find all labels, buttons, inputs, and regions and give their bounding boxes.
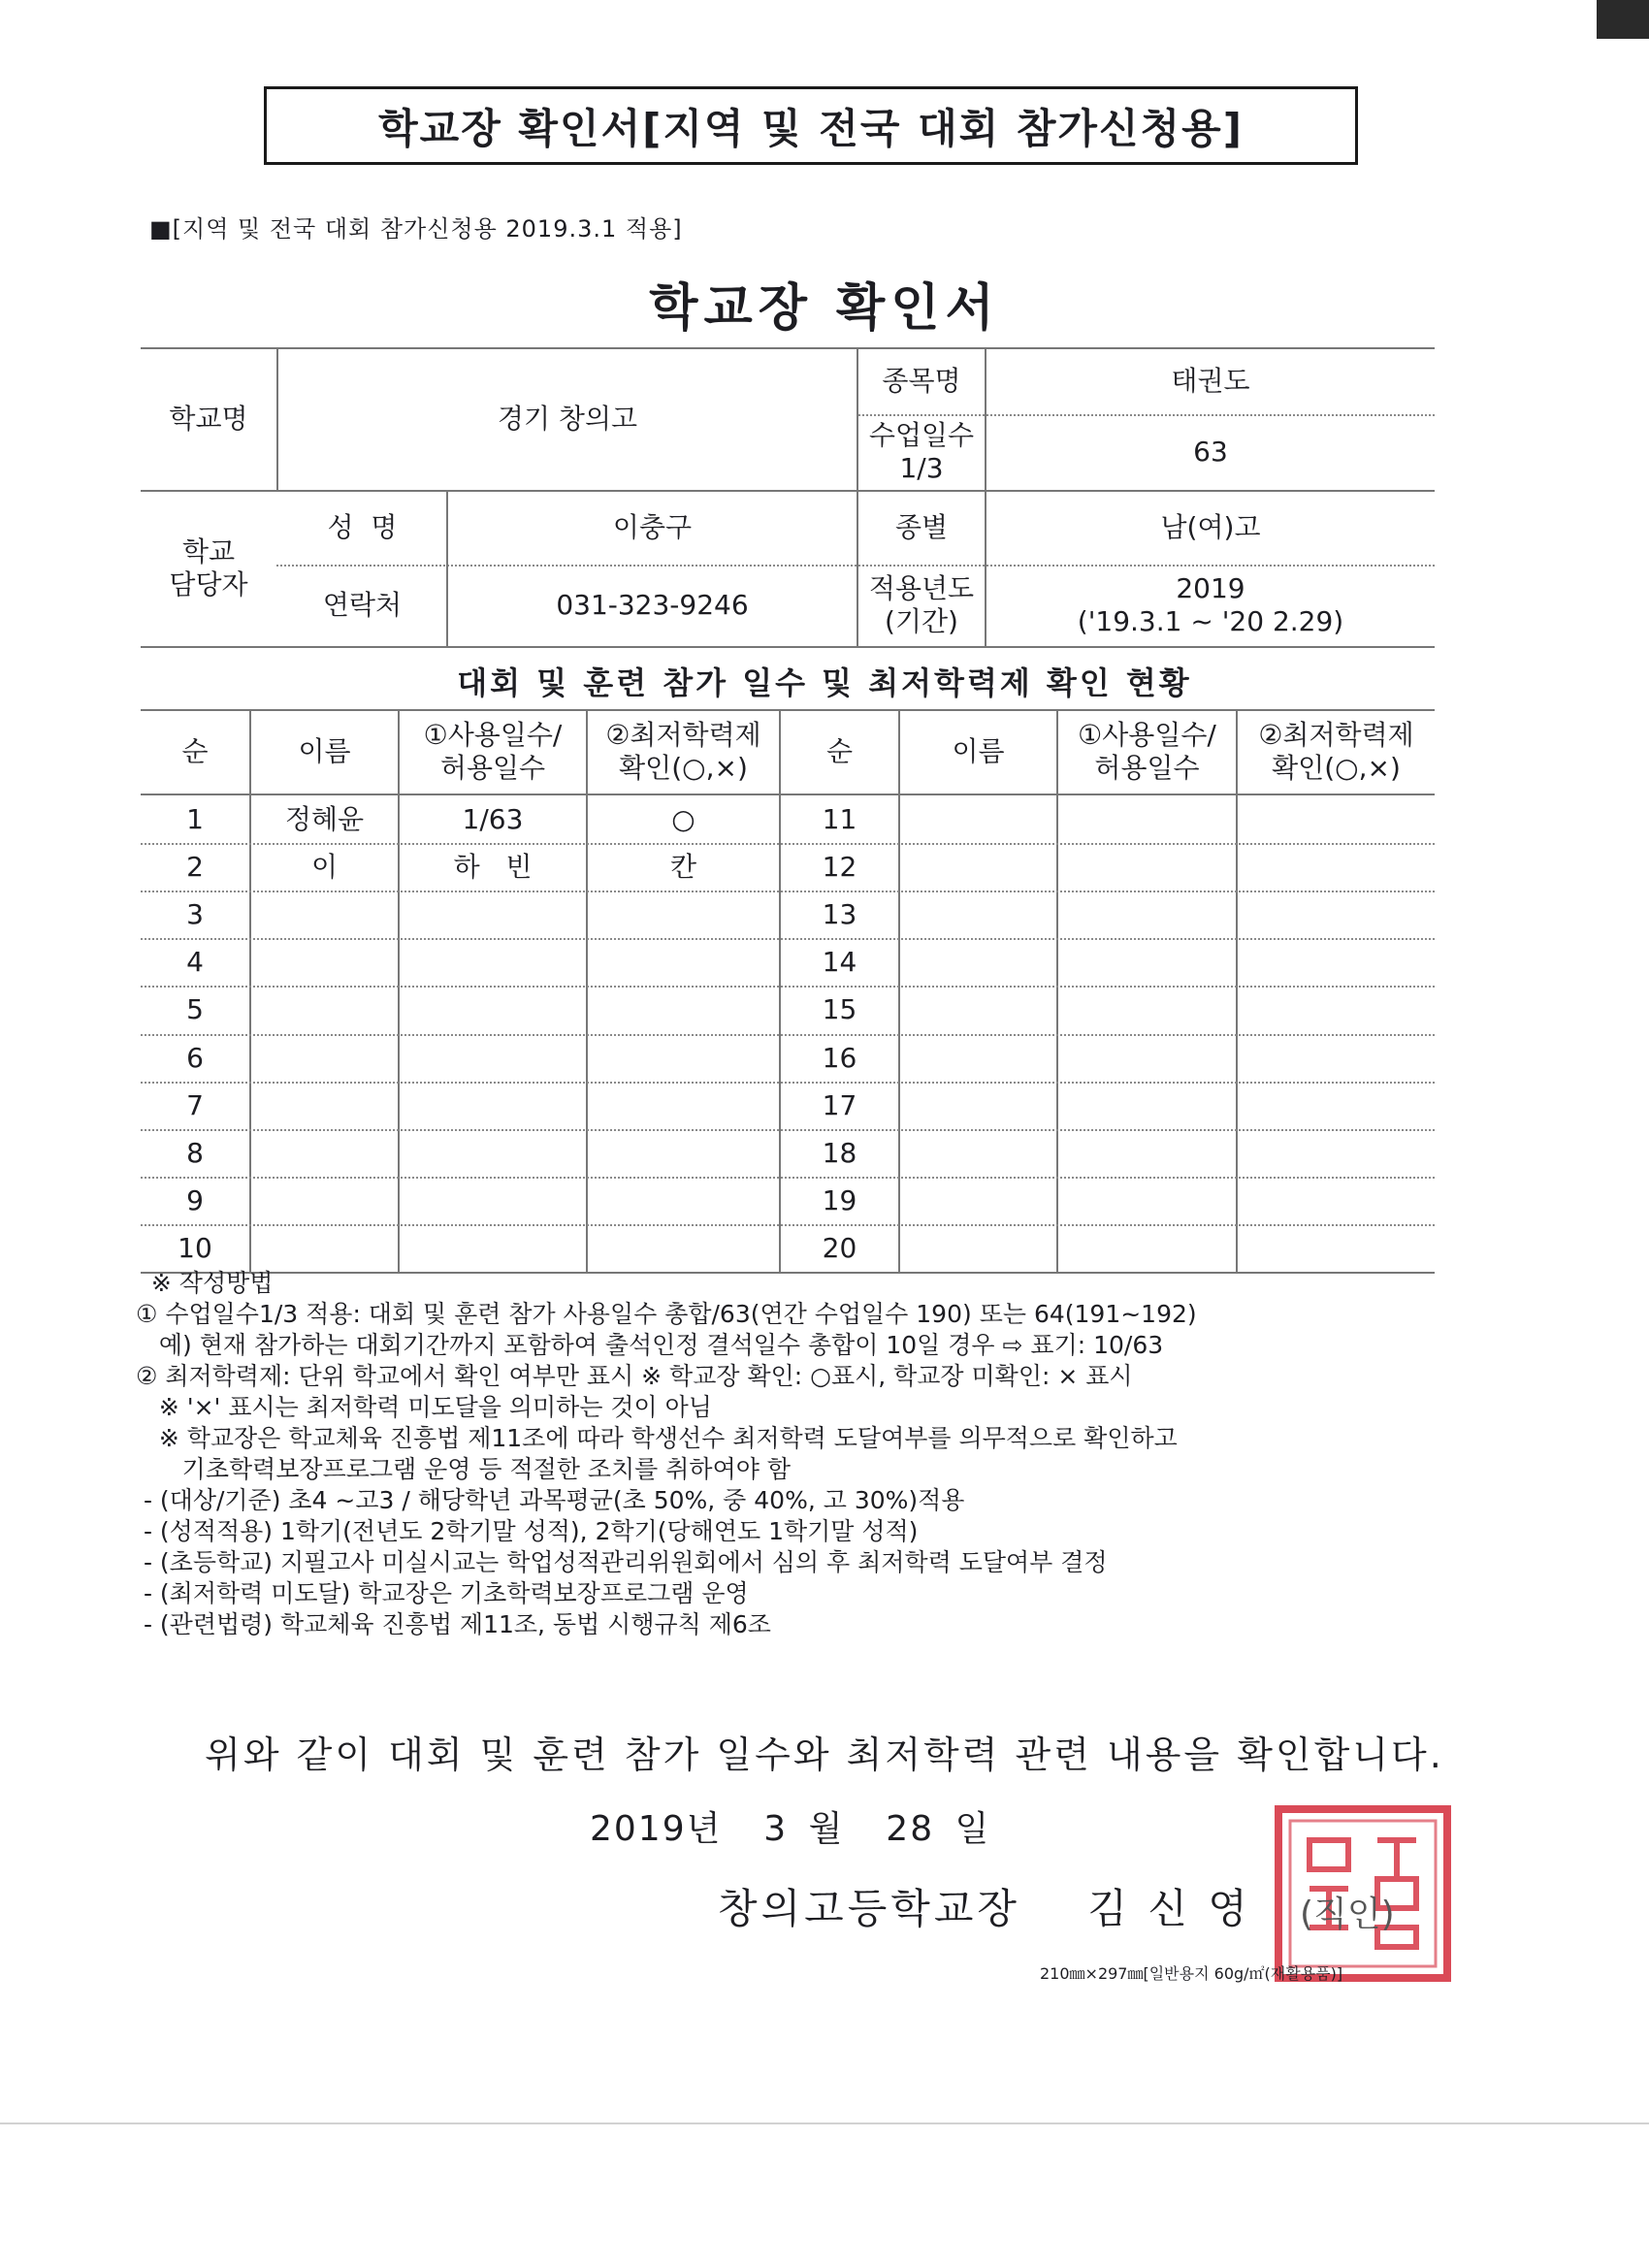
writing-guide	[136, 1268, 1197, 1640]
contact-person-label	[141, 490, 276, 646]
scan-bottom-edge	[0, 2122, 1649, 2124]
page-title: 학교장 확인서	[649, 279, 1000, 338]
table-cell-name	[251, 1177, 398, 1224]
col-header-days-right	[1058, 709, 1236, 794]
col-header-no-right: 순	[825, 734, 854, 767]
note-line: ② 최저학력제: 단위 학교에서 확인 여부만 표시 ※ 학교장 확인: ○표시, 학교장 미확인: × 표시	[136, 1362, 1133, 1390]
paper-spec-footer: 210㎜×297㎜[일반용지 60g/㎡(재활용품)]	[1040, 1964, 1343, 1983]
table-cell-days	[400, 1224, 586, 1272]
header-box-title: 학교장 확인서[지역 및 전국 대회 참가신청용]	[264, 86, 1358, 165]
name-label: 성 명	[327, 510, 398, 543]
table-cell-no: 16	[822, 1041, 857, 1074]
table-cell-no: 2	[186, 850, 204, 883]
subheader: ■[지역 및 전국 대회 참가신청용 2019.3.1 적용]	[149, 215, 683, 243]
table-cell-name	[900, 795, 1056, 843]
table-cell-name	[900, 1177, 1056, 1224]
table-cell-days	[1058, 891, 1236, 938]
col-header-check	[588, 709, 779, 794]
note-line: ※ 작성방법	[136, 1269, 274, 1297]
table-cell-name: 이	[310, 850, 339, 883]
type-value: 남(여)고	[1160, 510, 1261, 543]
table-cell-check	[1238, 1129, 1435, 1177]
note-line: - (초등학교) 지필고사 미실시교는 학업성적관리위원회에서 심의 후 최저학력 도달여부 결정	[136, 1548, 1108, 1576]
col-days-line2: 허용일수	[439, 751, 546, 784]
table-cell-no: 10	[178, 1231, 212, 1264]
period-value-line2: ('19.3.1 ~ '20 2.29)	[1077, 605, 1344, 637]
days-label-line2: 1/3	[899, 452, 944, 484]
col-days-line2: 허용일수	[1094, 751, 1200, 784]
table-cell-days	[1058, 1224, 1236, 1272]
table-cell-no: 15	[822, 992, 857, 1025]
table-cell-days: 하 빈	[453, 850, 533, 883]
table-cell-name	[251, 1224, 398, 1272]
name-value: 이충구	[612, 510, 693, 543]
days-value: 63	[1193, 436, 1228, 468]
table-cell-name: 정혜윤	[284, 802, 365, 835]
table-cell-check	[1238, 1224, 1435, 1272]
period-label	[858, 565, 985, 646]
table-cell-no: 7	[186, 1088, 204, 1121]
col-days-line1: ①사용일수/	[423, 718, 563, 751]
participation-section-title: 대회 및 훈련 참가 일수 및 최저학력제 확인 현황	[457, 664, 1192, 701]
table-cell-no: 5	[186, 992, 204, 1025]
table-cell-days	[400, 938, 586, 986]
note-line: ※ '×' 표시는 최저학력 미도달을 의미하는 것이 아님	[136, 1393, 712, 1421]
table-cell-no: 3	[186, 897, 204, 930]
table-cell-days	[1058, 1129, 1236, 1177]
period-label-line2: (기간)	[885, 605, 958, 637]
table-cell-name	[900, 1224, 1056, 1272]
table-cell-days	[1058, 1177, 1236, 1224]
table-cell-check: ○	[671, 802, 695, 835]
table-cell-name	[251, 986, 398, 1033]
col-days-line1: ①사용일수/	[1078, 718, 1216, 751]
col-header-days	[400, 709, 586, 794]
table-cell-check	[588, 891, 779, 938]
school-label: 학교명	[169, 402, 248, 435]
col-check-line1: ②최저학력제	[605, 718, 761, 751]
col-header-check-right	[1238, 709, 1435, 794]
phone-label: 연락처	[322, 589, 403, 621]
note-line: - (관련법령) 학교체육 진흥법 제11조, 동법 시행규칙 제6조	[136, 1610, 771, 1638]
table-cell-no: 17	[822, 1088, 857, 1121]
table-cell-check	[1238, 1082, 1435, 1129]
table-cell-name	[900, 986, 1056, 1033]
table-cell-check	[588, 938, 779, 986]
table-cell-name	[251, 891, 398, 938]
table-cell-days	[1058, 795, 1236, 843]
col-check-line2: 확인(○,×)	[1272, 751, 1401, 784]
seal-mark: (직인)	[1300, 1895, 1395, 1934]
table-cell-check	[1238, 938, 1435, 986]
table-cell-check: 칸	[669, 850, 697, 883]
note-line: ① 수업일수1/3 적용: 대회 및 훈련 참가 사용일수 총합/63(연간 수업일수 190) 또는 64(191~192)	[136, 1300, 1197, 1328]
table-cell-days	[1058, 843, 1236, 891]
principal-signature-line: 창의고등학교장 김 신 영	[718, 1885, 1251, 1932]
days-label	[858, 414, 985, 490]
col-header-name: 이름	[298, 734, 351, 767]
table-cell-days	[400, 891, 586, 938]
table-cell-name	[251, 1082, 398, 1129]
table-cell-name	[251, 938, 398, 986]
phone-value: 031-323-9246	[556, 589, 749, 621]
period-label-line1: 적용년도	[868, 572, 975, 604]
note-line: - (성적적용) 1학기(전년도 2학기말 성적), 2학기(당해연도 1학기말 성적)	[136, 1517, 919, 1545]
table-cell-check	[588, 1177, 779, 1224]
days-label-line1: 수업일수	[868, 419, 975, 451]
rule	[141, 646, 1435, 648]
scan-edge-shadow	[1597, 0, 1649, 39]
table-cell-days	[400, 1034, 586, 1082]
event-label: 종목명	[882, 364, 961, 397]
table-cell-name	[900, 891, 1056, 938]
table-cell-check	[588, 1224, 779, 1272]
note-line: - (대상/기준) 초4 ~고3 / 해당학년 과목평균(초 50%, 중 40%, 고 30%)적용	[136, 1486, 965, 1514]
confirmation-statement: 위와 같이 대회 및 훈련 참가 일수와 최저학력 관련 내용을 확인합니다.	[205, 1733, 1444, 1776]
table-cell-name	[900, 938, 1056, 986]
table-cell-check	[1238, 843, 1435, 891]
contact-label-line1: 학교	[181, 535, 236, 567]
contact-label-line2: 담당자	[169, 567, 248, 600]
table-cell-no: 4	[186, 945, 204, 978]
table-cell-no: 8	[186, 1136, 204, 1169]
type-label: 종별	[894, 510, 949, 543]
table-cell-days	[1058, 1082, 1236, 1129]
table-cell-no: 6	[186, 1041, 204, 1074]
table-cell-no: 18	[822, 1136, 857, 1169]
table-cell-check	[1238, 795, 1435, 843]
table-cell-no: 11	[822, 802, 857, 835]
school-value: 경기 창의고	[497, 402, 638, 435]
col-check-line2: 확인(○,×)	[619, 751, 748, 784]
table-cell-check	[1238, 891, 1435, 938]
table-cell-no: 19	[822, 1183, 857, 1216]
table-cell-days	[400, 986, 586, 1033]
event-value: 태권도	[1171, 364, 1250, 397]
table-cell-days	[1058, 938, 1236, 986]
note-line: ※ 학교장은 학교체육 진흥법 제11조에 따라 학생선수 최저학력 도달여부를 의무적으로 확인하고	[136, 1424, 1178, 1452]
table-cell-check	[588, 986, 779, 1033]
table-cell-no: 20	[822, 1231, 857, 1264]
table-cell-check	[1238, 1034, 1435, 1082]
note-line: 예) 현재 참가하는 대회기간까지 포함하여 출석인정 결석일수 총합이 10일 경우 ⇨ 표기: 10/63	[136, 1331, 1164, 1359]
table-cell-name	[900, 843, 1056, 891]
col-header-no: 순	[181, 734, 209, 767]
table-cell-name	[251, 1129, 398, 1177]
table-cell-days: 1/63	[462, 802, 524, 835]
table-cell-days	[1058, 1034, 1236, 1082]
table-cell-days	[400, 1129, 586, 1177]
table-cell-name	[900, 1034, 1056, 1082]
note-line: 기초학력보장프로그램 운영 등 적절한 조치를 취하여야 함	[136, 1455, 791, 1483]
table-cell-name	[900, 1129, 1056, 1177]
table-cell-days	[1058, 986, 1236, 1033]
period-value	[986, 565, 1435, 646]
table-cell-name	[251, 1034, 398, 1082]
note-line: - (최저학력 미도달) 학교장은 기초학력보장프로그램 운영	[136, 1579, 749, 1607]
table-cell-check	[588, 1082, 779, 1129]
table-cell-check	[1238, 986, 1435, 1033]
table-cell-days	[400, 1082, 586, 1129]
table-cell-no: 9	[186, 1183, 204, 1216]
table-cell-days	[400, 1177, 586, 1224]
period-value-line1: 2019	[1176, 572, 1245, 604]
table-cell-no: 1	[186, 802, 204, 835]
table-cell-name	[900, 1082, 1056, 1129]
table-cell-check	[588, 1129, 779, 1177]
table-cell-check	[588, 1034, 779, 1082]
issue-date: 2019년 3 월 28 일	[590, 1809, 991, 1849]
col-check-line1: ②최저학력제	[1258, 718, 1414, 751]
table-cell-no: 13	[822, 897, 857, 930]
table-cell-check	[1238, 1177, 1435, 1224]
table-cell-no: 12	[822, 850, 857, 883]
col-header-name-right: 이름	[952, 734, 1005, 767]
table-cell-no: 14	[822, 945, 857, 978]
